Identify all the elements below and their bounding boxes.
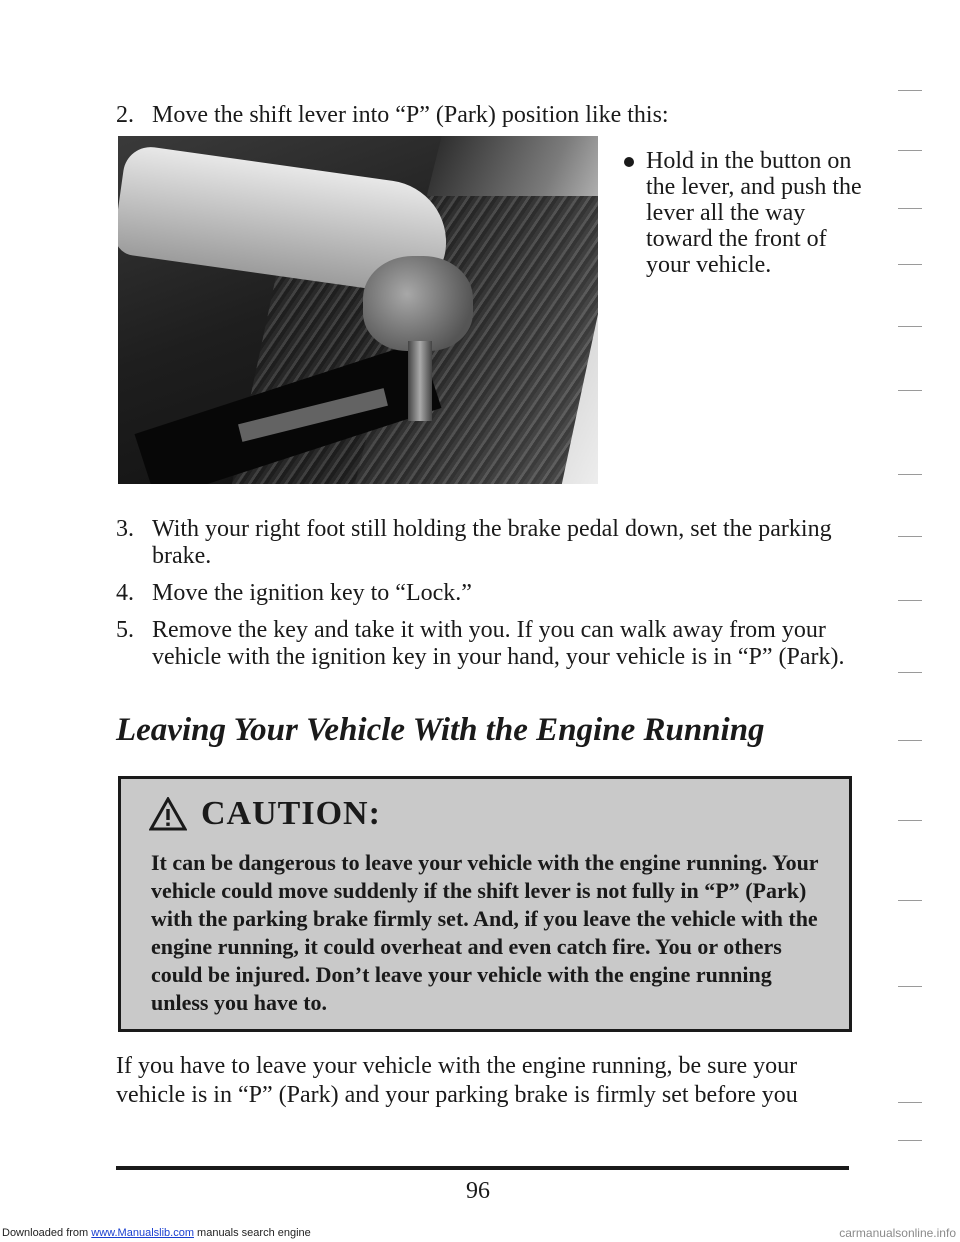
body-paragraph: If you have to leave your vehicle with the engine running, be sure your vehicle is in “P” (Park) and your parking brake is firmly set before you (116, 1053, 798, 1108)
list-item (116, 580, 846, 607)
step-text: Move the ignition key to “Lock.” (152, 580, 472, 606)
step-list (116, 516, 846, 681)
warning-triangle-icon (149, 797, 187, 831)
caution-box (118, 776, 852, 1032)
section-heading: Leaving Your Vehicle With the Engine Running (116, 712, 765, 748)
list-item (116, 617, 846, 671)
margin-thumb-index (888, 90, 938, 1170)
lever-instruction (626, 148, 866, 278)
step-number: 4. (116, 580, 134, 606)
download-footer (0, 1226, 960, 1242)
manualslib-link[interactable]: www.Manualslib.com (91, 1227, 194, 1239)
caution-title (149, 795, 381, 833)
caution-text: It can be dangerous to leave your vehicle with the engine running. Your vehicle could move suddenly if the shift lever is not fully in “P” (Park) with the parking brake firmly set. And, if you leave the vehicle with the engine running, it could overheat and even catch fire. You or others could be injured. Don’t leave your vehicle with the engine running unless you have to. (151, 850, 819, 1015)
step-number: 5. (116, 617, 134, 643)
page-number: 96 (466, 1178, 490, 1204)
caution-label: CAUTION: (201, 795, 381, 832)
step-text: With your right foot still holding the brake pedal down, set the parking brake. (152, 516, 832, 569)
step-number: 2. (116, 102, 134, 128)
footer-prefix: Downloaded from (2, 1227, 92, 1239)
footer-suffix: manuals search engine (193, 1227, 311, 1239)
shift-lever-photo (118, 136, 598, 484)
step-number: 3. (116, 516, 134, 542)
list-item (116, 516, 846, 570)
step-text: Remove the key and take it with you. If you can walk away from your vehicle with the ignition key in your hand, your vehicle is in “P” (Park). (152, 617, 845, 670)
watermark: carmanualsonline.info (839, 1226, 956, 1240)
step-text: Move the shift lever into “P” (Park) position like this: (152, 102, 669, 128)
footer-source (2, 1227, 311, 1239)
step-2 (116, 100, 669, 130)
footer-rule (116, 1166, 849, 1170)
bullet-icon (624, 157, 634, 167)
lever-instruction-text: Hold in the button on the lever, and push the lever all the way toward the front of your vehicle. (646, 148, 862, 278)
